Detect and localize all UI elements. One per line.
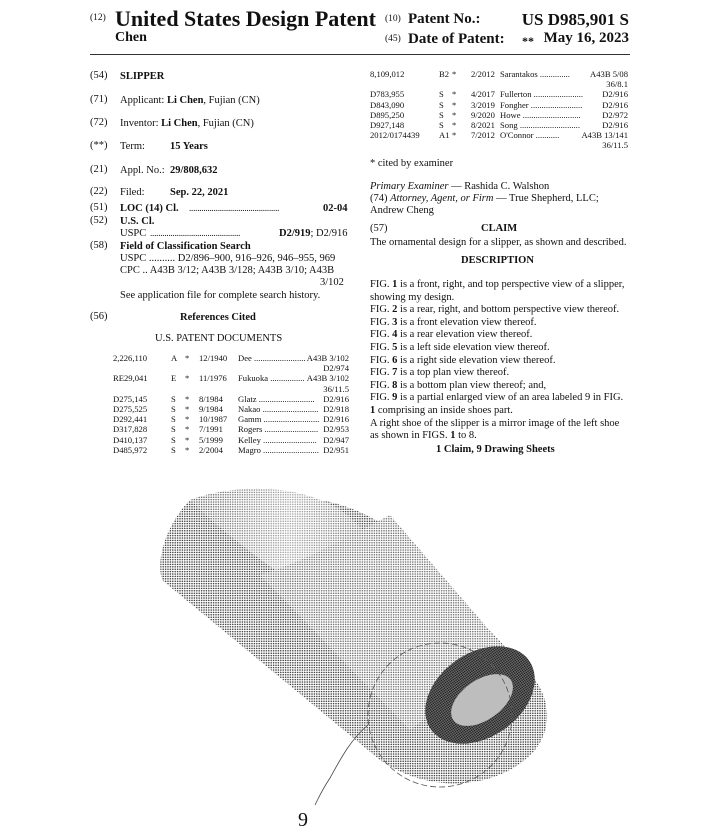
attorney-name: — True Shepherd, LLC; [493,193,599,204]
reference-kind: S [171,393,176,404]
loc-label: LOC (14) Cl. [120,203,179,214]
reference-date: 2/2012 [471,69,495,79]
refs-code: (56) [90,311,108,322]
reference-cls: D2/916 [602,89,628,100]
figure-ref-prefix: FIG. [370,341,393,353]
reference-date: 8/2021 [471,120,495,130]
cited-note: * cited by examiner [370,158,454,169]
reference-kind: A1 [439,130,450,141]
reference-date: 5/1999 [199,434,223,445]
figure-description: to 8. [455,430,477,442]
applicant-label: Applicant: [120,95,165,106]
reference-date: 9/1984 [199,404,223,414]
reference-num: D292,441 [113,414,148,425]
header-rule [90,54,630,55]
field-label: Field of Classification Search [120,241,251,252]
figure-description: showing my design. [370,291,455,303]
description-line [370,380,635,393]
description-line [370,405,635,418]
reference-star: * [185,424,190,435]
description-line [370,279,635,292]
reference-kind: B2 [439,69,450,79]
reference-name: Rogers ......................... [238,424,319,435]
reference-num: D927,148 [370,120,405,130]
loc-dots: ............................................ [189,203,280,213]
description-line [370,418,635,431]
reference-date: 12/1940 [199,353,228,363]
figure-ref-prefix: FIG. [370,367,393,379]
reference-num: 2,226,110 [113,353,148,363]
drawing-summary: 1 Claim, 9 Drawing Sheets [436,444,555,455]
reference-kind: E [171,373,177,384]
reference-cls: D2/916 [323,414,349,425]
figure-description: is a front, right, and top perspective view of a slipper, [397,279,625,290]
reference-cls: 36/11.5 [323,383,349,394]
reference-star: * [185,393,190,404]
term: 15 Years [170,141,208,152]
attorney-cont: Andrew Cheng [370,205,434,216]
reference-name: Kelley ......................... [238,434,317,445]
figure-description: is a front elevation view thereof. [397,316,537,328]
reference-num: D410,137 [113,434,148,445]
reference-name: Fukuoka ................ [238,373,305,384]
uspc-line-label: USPC [120,228,147,239]
reference-star: * [452,69,457,79]
figure-number: 1 [450,430,456,442]
reference-num: 2012/0174439 [370,130,420,141]
figure-description: A right shoe of the slipper is a mirror image of the left shoe [370,417,620,429]
description-body [370,279,635,443]
figure-description: is a bottom plan view thereof; and, [397,379,547,391]
figure-number: 4 [392,329,398,341]
reference-num: D275,525 [113,404,148,414]
patent-no-label: Patent No.: [408,11,481,27]
reference-star: * [185,444,190,455]
inventor-code: (72) [90,117,108,128]
slipper-figure [150,460,620,836]
reference-name: Fongher ........................ [500,99,583,110]
figure-ref-prefix: FIG. [370,304,393,316]
figure-ref-prefix: FIG. [370,329,393,341]
reference-num: D317,828 [113,424,148,435]
reference-kind: S [439,120,444,130]
filed-date: Sep. 22, 2021 [170,187,229,198]
filed-code: (22) [90,186,108,197]
description-line [370,292,635,305]
inventor-label: Inventor: [120,118,159,129]
inventor-location: , Fujian (CN) [197,118,254,129]
reference-name: Glatz .......................... [238,393,315,404]
reference-kind: S [171,434,176,445]
patent-date: May 16, 2023 [543,30,629,46]
reference-date: 3/2019 [471,99,495,110]
description-line [370,304,635,317]
reference-star: * [452,89,457,100]
claim-heading: CLAIM [481,223,518,234]
reference-num: D275,145 [113,393,148,404]
applicant [120,94,260,107]
refs-subtitle: U.S. PATENT DOCUMENTS [155,333,283,344]
figure-ref-prefix: FIG. [370,354,393,366]
reference-cls: D2/953 [323,424,349,435]
field-uspc: USPC .......... D2/896–900, 916–926, 946–955, 969 [120,253,336,264]
claim-code: (57) [370,223,388,234]
figure-description: is a right side elevation view thereof. [397,354,556,366]
reference-num: D485,972 [113,444,148,455]
reference-name: Magro .......................... [238,444,319,455]
figure-ref-prefix: FIG. [370,392,393,404]
date-label: Date of Patent: [408,31,505,47]
description-line [370,430,635,443]
figure-number: 6 [392,354,398,366]
figure-label: 9 [298,809,308,831]
reference-date: 2/2004 [199,444,223,455]
title: SLIPPER [120,71,165,82]
reference-cls: D2/951 [323,444,349,455]
field-code: (58) [90,240,108,251]
figure-number: 1 [370,404,376,416]
reference-kind: A [171,353,178,363]
figure-description: is a rear elevation view thereof. [397,329,533,341]
reference-star: * [185,353,190,363]
reference-date: 9/2020 [471,109,495,120]
applicant-location: , Fujian (CN) [203,95,260,106]
patent-type: United States Design Patent [115,6,376,31]
term-code: (**) [90,140,108,151]
reference-name: Nakao .......................... [238,404,319,414]
figure-number: 5 [392,341,398,353]
reference-star: * [185,414,190,425]
field-cpc: CPC .. A43B 3/12; A43B 3/128; A43B 3/10; A43B [120,265,335,276]
reference-name: Dee ........................ [238,353,306,363]
figure-number: 9 [392,392,398,404]
attorney-code: (74) [370,193,391,204]
description-heading: DESCRIPTION [461,255,534,266]
figure-number: 8 [392,379,398,391]
figure-ref-prefix: FIG. [370,316,393,328]
reference-date: 11/1976 [199,373,227,384]
refs-title: References Cited [180,312,256,323]
applicant-code: (71) [90,94,108,105]
reference-cls: D2/916 [323,393,349,404]
code-45: (45) [385,34,401,44]
primary-examiner-name: — Rashida C. Walshon [448,181,550,192]
reference-cls: D2/916 [602,120,628,130]
reference-name: Gamm .......................... [238,414,320,425]
reference-date: 8/1984 [199,393,223,404]
reference-cls: 36/11.5 [602,140,628,151]
term-label: Term: [120,141,145,152]
reference-cls: A43B 13/141 [581,130,628,141]
description-line [370,355,635,368]
figure-description: is a rear, right, and bottom perspective view thereof. [397,304,620,316]
code-12: (12) [90,13,106,23]
reference-name: Howe ........................... [500,109,581,120]
figure-description: comprising an inside shoes part. [375,404,513,416]
reference-cls: A43B 3/102 [306,353,349,363]
reference-cls: D2/972 [602,109,628,120]
uspc-secondary: ; D2/916 [310,228,348,239]
reference-cls: D2/918 [323,404,349,414]
description-line [370,329,635,342]
reference-kind: S [171,424,176,435]
uspc-primary: D2/919 [279,228,311,239]
figure-number: 3 [392,316,398,328]
figure-description: is a left side elevation view thereof. [397,341,550,353]
reference-kind: S [439,109,444,120]
field-note: See application file for complete search history. [120,290,321,301]
uscl-label: U.S. Cl. [120,216,155,227]
reference-star: * [452,109,457,120]
figure-number: 7 [392,367,398,379]
description-line [370,392,635,405]
claim-text: The ornamental design for a slipper, as shown and described. [370,237,627,248]
reference-cls: A43B 5/08 [590,69,628,79]
reference-num: 8,109,012 [370,69,405,79]
reference-kind: S [439,99,444,110]
loc-code: (51) [90,202,108,213]
reference-date: 7/1991 [199,424,223,435]
figure-ref-prefix: as shown in FIGS. [370,430,451,442]
appl-code: (21) [90,164,108,175]
description-line [370,317,635,330]
inventor [120,117,254,130]
attorney-label: Attorney, Agent, or Firm [390,193,494,204]
figure-number: 2 [392,304,398,316]
reference-num: RE29,041 [113,373,148,384]
title-code: (54) [90,70,108,81]
applicant-name: Li Chen [166,95,204,106]
figure-ref-prefix: FIG. [370,279,393,290]
figure-ref-prefix: FIG. [370,379,393,391]
reference-kind: S [439,89,444,100]
figure-description: is a top plan view thereof. [397,367,510,379]
filed-label: Filed: [120,187,145,198]
code-10: (10) [385,14,401,24]
reference-cls: D2/916 [602,99,628,110]
primary-examiner-label: Primary Examiner [370,181,449,192]
figure-number: 1 [392,279,398,290]
description-line [370,367,635,380]
uscl-code: (52) [90,215,108,226]
description-line [370,342,635,355]
reference-date: 10/1987 [199,414,228,425]
reference-star: * [452,120,457,130]
reference-cls: D2/947 [323,434,349,445]
inventor-name: Li Chen [161,118,198,129]
field-cpc-cont: 3/102 [320,277,344,288]
date-marks: ** [522,34,534,48]
reference-name: Sarantakos .............. [500,69,570,79]
reference-star: * [185,373,190,384]
reference-name: O'Connor ........... [500,130,560,141]
reference-date: 7/2012 [471,130,495,141]
reference-star: * [185,404,190,414]
appl-number: 29/808,632 [170,165,218,176]
patent-number: US D985,901 S [521,10,629,29]
figure-description: is a partial enlarged view of an area labeled 9 in FIG. [397,392,624,404]
inventor-short: Chen [115,30,147,45]
reference-kind: S [171,404,176,414]
uspc-values [279,227,348,240]
reference-name: Song ............................ [500,120,580,130]
loc-value: 02-04 [323,203,348,214]
reference-num: D895,250 [370,109,405,120]
reference-cls: D2/974 [323,363,349,374]
reference-star: * [452,130,457,141]
reference-name: Fullerton ....................... [500,89,584,100]
reference-kind: S [171,414,176,425]
reference-star: * [185,434,190,445]
uspc-dots: ............................................ [150,228,241,238]
reference-num: D783,955 [370,89,405,100]
reference-cls: A43B 3/102 [306,373,349,384]
reference-date: 4/2017 [471,89,495,100]
reference-kind: S [171,444,176,455]
reference-star: * [452,99,457,110]
appl-label: Appl. No.: [120,165,165,176]
reference-num: D843,090 [370,99,405,110]
reference-cls: 36/8.1 [606,79,628,90]
